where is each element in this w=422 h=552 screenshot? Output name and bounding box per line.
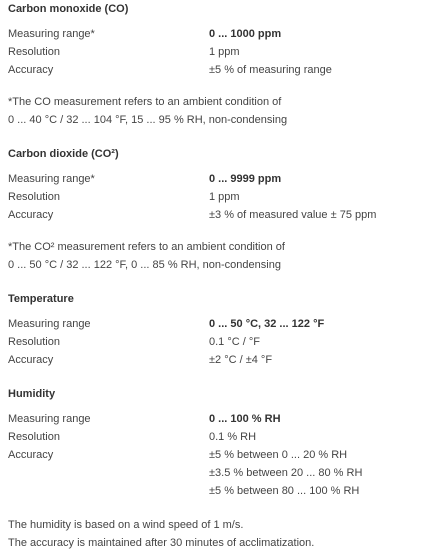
- co-section-title: Carbon monoxide (CO): [8, 3, 129, 15]
- co2-measuring-range-row: [8, 170, 422, 188]
- temperature-section-title: Temperature: [8, 293, 74, 305]
- footer-note-line-2: The accuracy is maintained after 30 minutes of acclimatization.: [8, 537, 315, 549]
- co-accuracy-value: ±5 % of measuring range: [209, 64, 332, 76]
- humidity-resolution-row: [8, 428, 422, 446]
- humidity-accuracy-row-3: [8, 482, 422, 500]
- humidity-measuring-range-label: Measuring range: [8, 413, 91, 425]
- co-accuracy-label: Accuracy: [8, 64, 54, 76]
- temperature-accuracy-label: Accuracy: [8, 354, 54, 366]
- co2-resolution-row: [8, 188, 422, 206]
- empty-label: [8, 464, 209, 482]
- co-note-line-1: *The CO measurement refers to an ambient condition of: [8, 96, 282, 108]
- co2-note-line-2: 0 ... 50 °C / 32 ... 122 °F, 0 ... 85 % RH, non-condensing: [8, 259, 281, 271]
- temperature-resolution-value: 0.1 °C / °F: [209, 336, 260, 348]
- temperature-resolution-label: Resolution: [8, 336, 60, 348]
- co2-accuracy-row: [8, 206, 422, 224]
- humidity-accuracy-value-2: ±3.5 % between 20 ... 80 % RH: [209, 467, 363, 479]
- humidity-accuracy-row: [8, 446, 422, 464]
- co-note-line-2: 0 ... 40 °C / 32 ... 104 °F, 15 ... 95 % RH, non-condensing: [8, 114, 288, 126]
- humidity-accuracy-value: ±5 % between 0 ... 20 % RH: [209, 449, 348, 461]
- temperature-accuracy-row: [8, 351, 422, 369]
- co2-resolution-value: 1 ppm: [209, 191, 240, 203]
- co2-measuring-range-value: 0 ... 9999 ppm: [209, 173, 282, 185]
- humidity-accuracy-label: Accuracy: [8, 449, 54, 461]
- co2-accuracy-value: ±3 % of measured value ± 75 ppm: [209, 209, 377, 221]
- temperature-measuring-range-row: [8, 315, 422, 333]
- co2-section-title: Carbon dioxide (CO²): [8, 148, 119, 160]
- humidity-measuring-range-row: [8, 410, 422, 428]
- temperature-measuring-range-label: Measuring range: [8, 318, 91, 330]
- co2-accuracy-label: Accuracy: [8, 209, 54, 221]
- footer-note-line-1: The humidity is based on a wind speed of 1 m/s.: [8, 519, 244, 531]
- humidity-accuracy-row-2: [8, 464, 422, 482]
- humidity-resolution-value: 0.1 % RH: [209, 431, 257, 443]
- temperature-measuring-range-value: 0 ... 50 °C, 32 ... 122 °F: [209, 318, 325, 330]
- empty-label: [8, 482, 209, 500]
- co-resolution-row: [8, 43, 422, 61]
- temperature-accuracy-value: ±2 °C / ±4 °F: [209, 354, 273, 366]
- co-measuring-range-value: 0 ... 1000 ppm: [209, 28, 282, 40]
- co-resolution-value: 1 ppm: [209, 46, 240, 58]
- humidity-section-title: Humidity: [8, 388, 56, 400]
- humidity-accuracy-value-3: ±5 % between 80 ... 100 % RH: [209, 485, 360, 497]
- temperature-resolution-row: [8, 333, 422, 351]
- co2-note-line-1: *The CO² measurement refers to an ambient condition of: [8, 241, 285, 253]
- co-measuring-range-label: Measuring range*: [8, 28, 95, 40]
- co-measuring-range-row: [8, 25, 422, 43]
- humidity-measuring-range-value: 0 ... 100 % RH: [209, 413, 281, 425]
- co-resolution-label: Resolution: [8, 46, 60, 58]
- co-accuracy-row: [8, 61, 422, 79]
- co2-resolution-label: Resolution: [8, 191, 60, 203]
- humidity-resolution-label: Resolution: [8, 431, 60, 443]
- co2-measuring-range-label: Measuring range*: [8, 173, 95, 185]
